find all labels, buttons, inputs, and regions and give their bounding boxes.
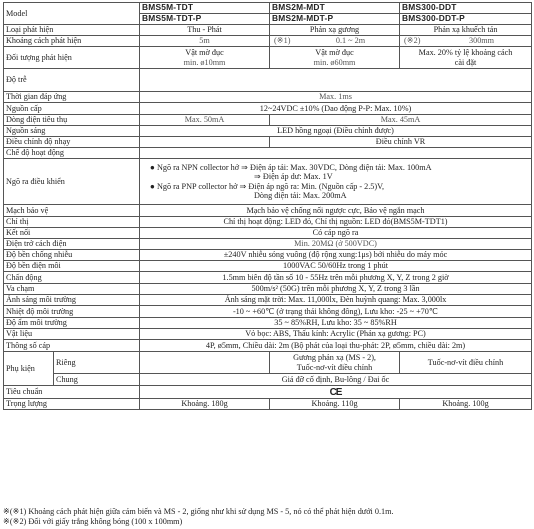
weight-col2: Khoảng. 110g: [270, 399, 400, 410]
ambient-light-label: Ánh sáng môi trường: [4, 295, 140, 306]
output-npn-line1: ● Ngõ ra NPN collector hở ⇒ Điện áp tải: Max. 30VDC, Dòng điện tải: Max. 100mA: [150, 163, 432, 173]
accessory-col2-b: Tuốc-nơ-vít điều chỉnh: [296, 362, 373, 372]
material-label: Vật liệu: [4, 329, 140, 340]
distance-col3: [400, 36, 532, 47]
shock-value: 500m/s² (50G) trên mỗi phương X, Y, Z trong 3 lần: [140, 284, 532, 295]
light-value: LED hồng ngoại (Điều chỉnh được): [140, 126, 532, 137]
type-label: Loại phát hiện: [4, 25, 140, 36]
target-col2-a: Vật mờ đục: [315, 48, 354, 58]
type-diffuse: Phản xạ khuếch tán: [400, 25, 532, 36]
target-col3-a: Max. 20% tỷ lệ khoảng cách: [418, 48, 513, 58]
current-col23: Max. 45mA: [270, 115, 532, 126]
footnote-2: ※(※2) Đối với giấy trắng không bóng (100 x 100mm): [3, 517, 183, 526]
humidity-value: 35 ~ 85%RH, Lưu kho: 35 ~ 85%RH: [140, 318, 532, 329]
accessory-individual-label: Riêng: [54, 352, 140, 374]
current-label: Dòng điện tiêu thụ: [4, 115, 140, 126]
vibration-value: 1.5mm biên độ tần số 10 - 55Hz trên mỗi phương X, Y, Z trong 2 giờ: [140, 272, 532, 284]
material-value: Vỏ bọc: ABS, Thấu kính: Acrylic (Phản xạ gương: PC): [140, 329, 532, 340]
sensitivity-col1: [140, 137, 270, 148]
distance-label: Khoảng cách phát hiện: [4, 36, 140, 47]
accessory-common-value: Giá đỡ cố định, Bu-lông / Đai ốc: [140, 374, 532, 386]
ce-mark: [140, 386, 532, 399]
target-col2-b: min. ø60mm: [313, 57, 356, 67]
note1-tag: (※1): [274, 36, 291, 46]
indicator-label: Chỉ thị: [4, 217, 140, 228]
footnote-1: ※(※1) Khoảng cách phát hiện giữa cảm biến và MS - 2, giống như khi sử dụng MS - 5, nó có thể phát hiện dưới 0.1m.: [3, 507, 394, 516]
insulation-label: Điện trở cách điện: [4, 239, 140, 250]
ce-mark-text: CE: [329, 386, 342, 398]
target-col1-a: Vật mờ đục: [185, 48, 224, 58]
weight-col3: Khoảng. 100g: [400, 399, 532, 410]
hysteresis-value: [140, 69, 532, 92]
model-bms300-ddt: BMS300-DDT: [400, 3, 532, 14]
hysteresis-label: Độ trễ: [4, 69, 140, 92]
dielectric-value: 1000VAC 50/60Hz trong 1 phút: [140, 261, 532, 272]
light-label: Nguồn sáng: [4, 126, 140, 137]
model-bms2m-mdt: BMS2M-MDT: [270, 3, 400, 14]
type-retroreflective: Phản xạ gương: [270, 25, 400, 36]
target-col3-b: cài đặt: [454, 57, 477, 67]
output-value: [140, 159, 532, 205]
note2-tag: (※2): [404, 36, 421, 46]
mode-value: [140, 148, 532, 159]
standard-label: Tiêu chuẩn: [4, 386, 140, 399]
model-label: Model: [4, 3, 140, 25]
sensitivity-col23: Điều chỉnh VR: [270, 137, 532, 148]
target-col1-b: min. ø10mm: [183, 57, 226, 67]
connect-value: Có cáp ngõ ra: [140, 228, 532, 239]
target-label: Đối tượng phát hiện: [4, 47, 140, 69]
dielectric-label: Độ bền điện môi: [4, 261, 140, 272]
vibration-label: Chấn động: [4, 272, 140, 284]
footnotes: [3, 507, 394, 527]
target-col3: [400, 47, 532, 69]
output-label: Ngõ ra điều khiển: [4, 159, 140, 205]
weight-col1: Khoảng. 180g: [140, 399, 270, 410]
accessory-label: Phụ kiện: [4, 352, 54, 386]
model-bms300-ddt-p: BMS300-DDT-P: [400, 14, 532, 25]
power-value: 12~24VDC ±10% (Dao động P-P: Max. 10%): [140, 103, 532, 115]
distance-col3-value: 300mm: [469, 36, 495, 46]
accessory-col2: [270, 352, 400, 374]
distance-col2-value: 0.1 ~ 2m: [335, 36, 366, 46]
accessory-col2-a: Gương phản xạ (MS - 2),: [293, 353, 376, 363]
weight-label: Trọng lượng: [4, 399, 140, 410]
type-thru-beam: Thu - Phát: [140, 25, 270, 36]
temperature-value: -10 ~ +60℃ (ở trạng thái không đông), Lưu kho: -25 ~ +70℃: [140, 306, 532, 318]
target-col1: [140, 47, 270, 69]
current-col1: Max. 50mA: [140, 115, 270, 126]
mode-label: Chế độ hoạt động: [4, 148, 140, 159]
model-bms5m-tdt-p: BMS5M-TDT-P: [140, 14, 270, 25]
sensitivity-label: Điều chỉnh độ nhạy: [4, 137, 140, 148]
cable-value: 4P, ø5mm, Chiều dài: 2m (Bộ phát của loại thu-phát: 2P, ø5mm, chiều dài: 2m): [140, 340, 532, 352]
noise-value: ±240V nhiễu sóng vuông (độ rộng xung:1μs) bởi nhiễu do máy móc: [140, 250, 532, 261]
insulation-value: Min. 20MΩ (ở 500VDC): [140, 239, 532, 250]
noise-label: Độ bền chống nhiễu: [4, 250, 140, 261]
accessory-common-label: Chung: [54, 374, 140, 386]
indicator-value: Chỉ thị hoạt động: LED đỏ, Chỉ thị nguồn: LED đỏ(BMS5M-TDT1): [140, 217, 532, 228]
model-bms5m-tdt: BMS5M-TDT: [140, 3, 270, 14]
ambient-light-value: Ánh sáng mặt trời: Max. 11,000lx, Đèn huỳnh quang: Max. 3,000lx: [140, 295, 532, 306]
response-value: Max. 1ms: [140, 92, 532, 103]
target-col2: [270, 47, 400, 69]
temperature-label: Nhiệt độ môi trường: [4, 306, 140, 318]
humidity-label: Độ ẩm môi trường: [4, 318, 140, 329]
output-pnp-line1: ● Ngõ ra PNP collector hở ⇒ Điện áp ngõ ra: Min. (Nguồn cấp - 2.5)V,: [150, 181, 384, 191]
distance-col1: 5m: [140, 36, 270, 47]
response-label: Thời gian đáp ứng: [4, 92, 140, 103]
power-label: Nguồn cấp: [4, 103, 140, 115]
connect-label: Kết nối: [4, 228, 140, 239]
shock-label: Va chạm: [4, 284, 140, 295]
protect-label: Mạch bảo vệ: [4, 205, 140, 217]
accessory-col3: Tuốc-nơ-vít điều chỉnh: [400, 352, 532, 374]
output-npn-line2: ⇒ Điện áp dư: Max. 1V: [254, 172, 333, 182]
distance-col2: [270, 36, 400, 47]
cable-label: Thông số cáp: [4, 340, 140, 352]
protect-value: Mạch bảo vệ chống nối ngược cực, Bảo vệ ngắn mạch: [140, 205, 532, 217]
specification-table: [3, 2, 532, 410]
model-bms2m-mdt-p: BMS2M-MDT-P: [270, 14, 400, 25]
accessory-col1: [140, 352, 270, 374]
output-pnp-line2: Dòng điện tải: Max. 200mA: [254, 190, 347, 200]
